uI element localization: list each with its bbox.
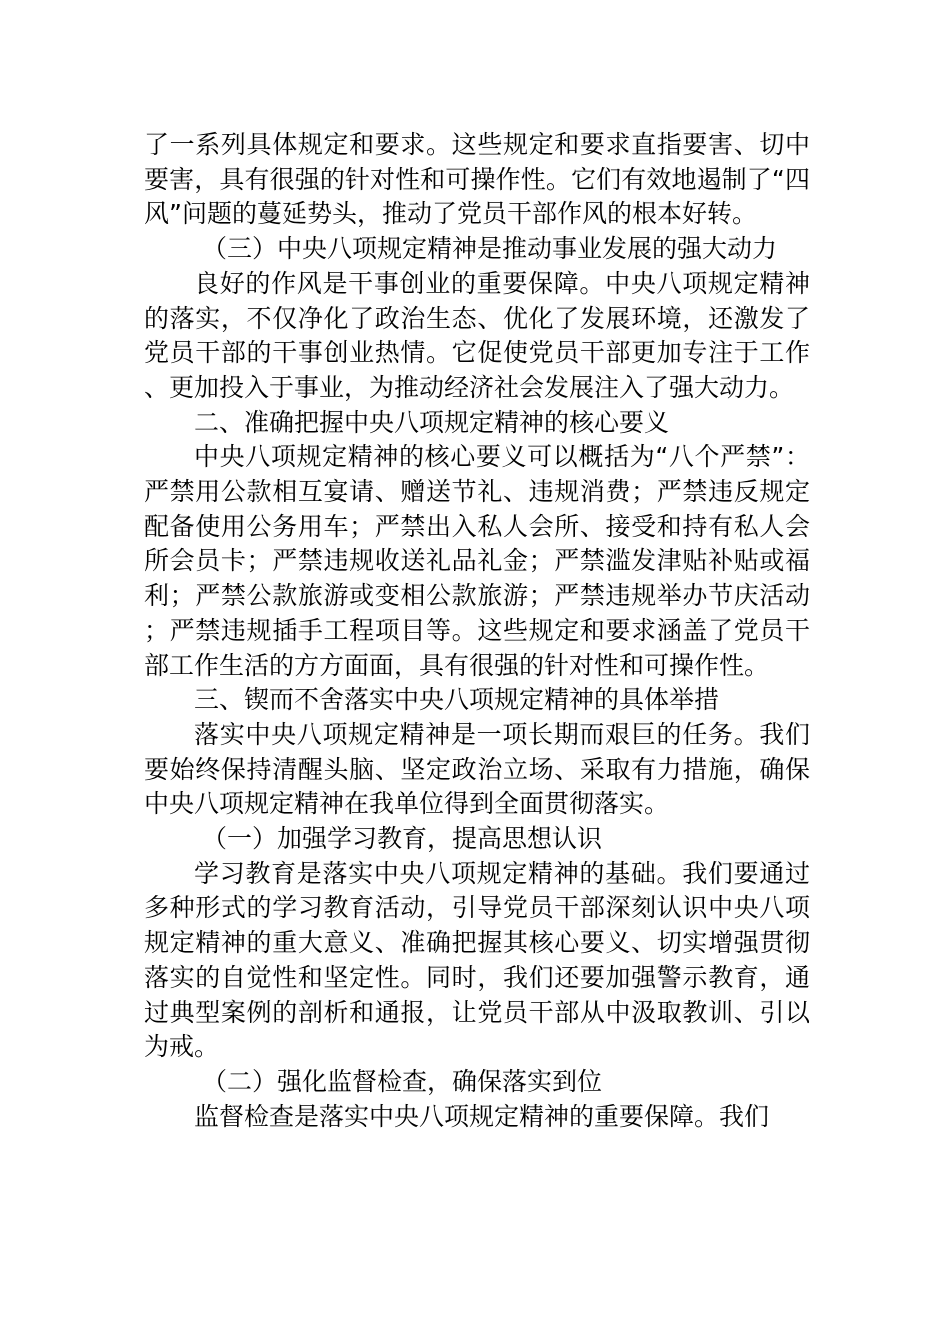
- document-body: [144, 128, 810, 1134]
- section-subheading: （二）强化监督检查，确保落实到位: [202, 1066, 603, 1096]
- body-paragraph: 落实中央八项规定精神是一项长期而艰巨的任务。我们要始终保持清醒头脑、坚定政治立场、采取有力措施，确保中央八项规定精神在我单位得到全面贯彻落实。: [144, 719, 810, 819]
- section-heading: 三、锲而不舍落实中央八项规定精神的具体举措: [194, 685, 720, 715]
- body-paragraph: 中央八项规定精神的核心要义可以概括为“八个严禁”：严禁用公款相互宴请、赠送节礼、违规消费；严禁违反规定配备使用公务用车；严禁出入私人会所、接受和持有私人会所会员卡；严禁违规收送礼品礼金；严禁滥发津贴补贴或福利；严禁公款旅游或变相公款旅游；严禁违规举办节庆活动；严禁违规插手工程项目等。这些规定和要求涵盖了党员干部工作生活的方方面面，具有很强的针对性和可操作性。: [144, 442, 810, 680]
- section-subheading: （三）中央八项规定精神是推动事业发展的强大动力: [202, 234, 778, 264]
- body-paragraph: 良好的作风是干事创业的重要保障。中央八项规定精神的落实，不仅净化了政治生态、优化了发展环境，还激发了党员干部的干事创业热情。它促使党员干部更加专注于工作、更加投入于事业，为推动经济社会发展注入了强大动力。: [144, 268, 810, 402]
- section-heading: 二、准确把握中央八项规定精神的核心要义: [194, 407, 670, 437]
- section-subheading: （一）加强学习教育，提高思想认识: [202, 824, 603, 854]
- body-paragraph: 了一系列具体规定和要求。这些规定和要求直指要害、切中要害，具有很强的针对性和可操作性。它们有效地遏制了“四风”问题的蔓延势头，推动了党员干部作风的根本好转。: [144, 130, 810, 229]
- body-paragraph: 学习教育是落实中央八项规定精神的基础。我们要通过多种形式的学习教育活动，引导党员干部深刻认识中央八项规定精神的重大意义、准确把握其核心要义、切实增强贯彻落实的自觉性和坚定性。同时，我们还要加强警示教育，通过典型案例的剖析和通报，让党员干部从中汲取教训、引以为戒。: [144, 858, 810, 1062]
- body-paragraph: 监督检查是落实中央八项规定精神的重要保障。我们: [194, 1101, 770, 1131]
